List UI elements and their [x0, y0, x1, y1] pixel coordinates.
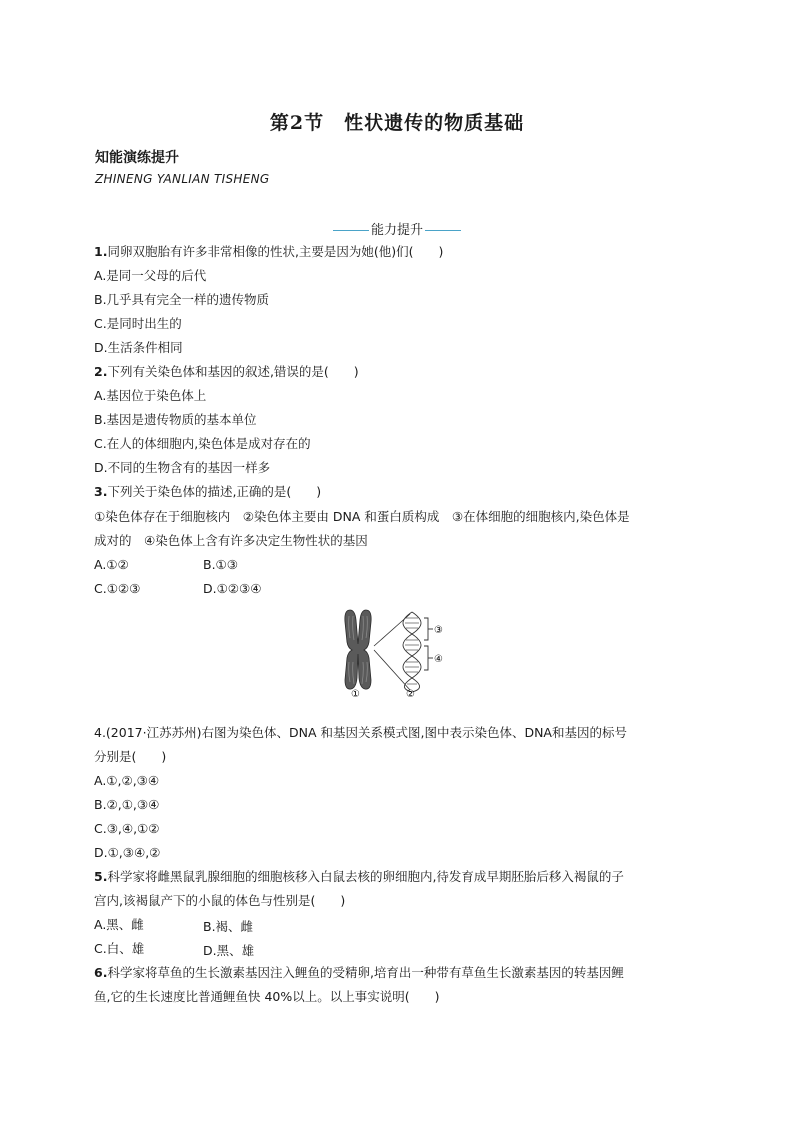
figure-label-1: ① [351, 689, 360, 698]
question-4-line-1: 4.(2017·江苏苏州)右图为染色体、DNA 和基因关系模式图,图中表示染色体、DNA和基因的标号 [94, 725, 627, 740]
q1-option-d: D.生活条件相同 [94, 340, 183, 355]
question-6-text: 科学家将草鱼的生长激素基因注入鲤鱼的受精卵,培育出一种带有草鱼生长激素基因的转基因鲤 [107, 965, 624, 980]
banner-label: 能力提升 [370, 223, 423, 238]
zoom-lines [374, 614, 410, 690]
section-pinyin: ZHINENG YANLIAN TISHENG [95, 172, 270, 186]
figure-label-2: ② [406, 689, 415, 698]
question-5-number: 5. [94, 869, 108, 884]
question-6-number: 6. [94, 965, 108, 980]
gene-brackets [424, 618, 433, 670]
q4-option-b: B.②,①,③④ [94, 797, 160, 812]
question-2-stem [94, 364, 359, 380]
q4-option-a: A.①,②,③④ [94, 773, 160, 788]
q4-option-d: D.①,③④,② [94, 845, 161, 860]
chromosome-illustration [345, 610, 371, 689]
section-title: 知能演练提升 [95, 150, 179, 166]
q3-option-c: C.①②③ [94, 581, 141, 596]
chromosome-dna-gene-diagram [336, 606, 466, 698]
q2-option-a: A.基因位于染色体上 [94, 388, 207, 403]
q4-option-c: C.③,④,①② [94, 821, 160, 836]
figure-label-4: ④ [434, 654, 443, 665]
q3-option-d: D.①②③④ [203, 581, 262, 596]
q3-option-b: B.①③ [203, 557, 238, 572]
q1-option-c: C.是同时出生的 [94, 316, 182, 331]
q5-option-c: C.白、雄 [94, 941, 145, 956]
q1-option-b: B.几乎具有完全一样的遗传物质 [94, 292, 270, 307]
question-2-text: 下列有关染色体和基因的叙述,错误的是( ) [107, 364, 359, 379]
question-5-line-2: 宫内,该褐鼠产下的小鼠的体色与性别是( ) [94, 893, 346, 908]
q3-statements-line-2: 成对的 ④染色体上含有许多决定生物性状的基因 [94, 533, 368, 548]
ability-banner [0, 219, 794, 238]
q2-option-c: C.在人的体细胞内,染色体是成对存在的 [94, 436, 311, 451]
page-title: 第2节 性状遗传的物质基础 [269, 112, 525, 134]
question-3-stem [94, 484, 321, 500]
q5-option-a: A.黑、雌 [94, 917, 144, 932]
question-5-stem [94, 869, 624, 885]
q3-option-a: A.①② [94, 557, 129, 572]
question-1-number: 1. [94, 244, 108, 259]
banner-right-rule [425, 230, 461, 231]
question-5-text: 科学家将雌黑鼠乳腺细胞的细胞核移入白鼠去核的卵细胞内,待发育成早期胚胎后移入褐鼠的子 [107, 869, 624, 884]
q5-option-d: D.黑、雄 [203, 943, 255, 958]
q1-option-a: A.是同一父母的后代 [94, 268, 207, 283]
question-1-text: 同卵双胞胎有许多非常相像的性状,主要是因为她(他)们( ) [107, 244, 444, 259]
q3-statements-line-1: ①染色体存在于细胞核内 ②染色体主要由 DNA 和蛋白质构成 ③在体细胞的细胞核内,染色体是 [94, 509, 630, 524]
dna-double-helix [403, 612, 421, 692]
question-6-line-2: 鱼,它的生长速度比普通鲤鱼快 40%以上。以上事实说明( ) [94, 989, 440, 1004]
question-1-stem [94, 244, 443, 260]
question-3-text: 下列关于染色体的描述,正确的是( ) [107, 484, 322, 499]
q5-option-b: B.褐、雌 [203, 919, 254, 934]
q2-option-d: D.不同的生物含有的基因一样多 [94, 460, 271, 475]
q2-option-b: B.基因是遗传物质的基本单位 [94, 412, 257, 427]
question-2-number: 2. [94, 364, 108, 379]
figure-label-3: ③ [434, 625, 443, 636]
banner-left-rule [333, 230, 369, 231]
question-3-number: 3. [94, 484, 108, 499]
question-6-stem [94, 965, 624, 981]
question-4-line-2: 分别是( ) [94, 749, 167, 764]
